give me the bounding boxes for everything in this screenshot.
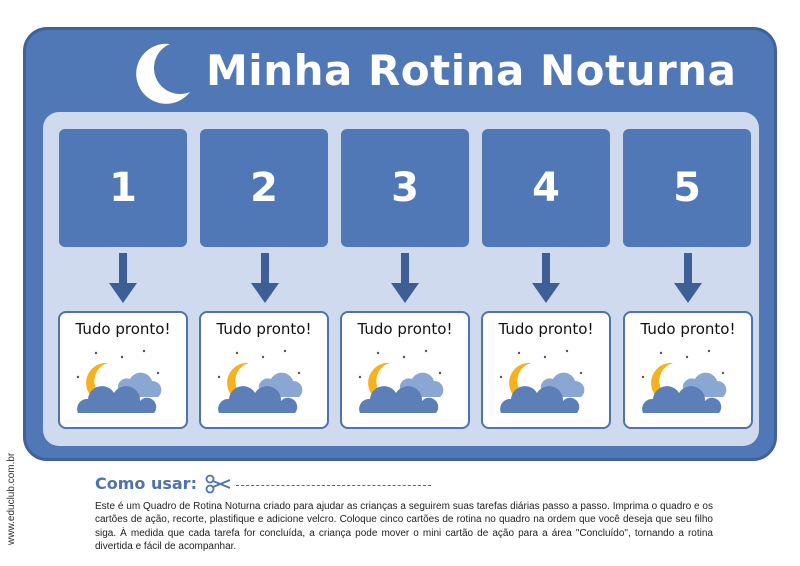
routine-board bbox=[23, 27, 777, 461]
scissors-icon bbox=[205, 474, 231, 494]
routine-slot-2[interactable] bbox=[200, 129, 328, 247]
slot-number: 5 bbox=[673, 165, 701, 211]
arrow-down-icon bbox=[108, 253, 138, 305]
routine-panel bbox=[43, 112, 759, 446]
card-label: Tudo pronto! bbox=[357, 320, 453, 338]
done-card-3[interactable] bbox=[340, 311, 470, 429]
night-moon-cloud-icon bbox=[639, 343, 739, 423]
slot-number: 4 bbox=[532, 165, 560, 211]
board-header bbox=[26, 30, 774, 125]
done-card-4[interactable] bbox=[481, 311, 611, 429]
site-url: www.educlub.com.br bbox=[6, 452, 17, 545]
how-to-instructions: Este é um Quadro de Rotina Noturna criado para ajudar as crianças a seguirem suas tarefas diárias passo a passo. Imprima o quadro e os cartões de ação, recorte, plastifique e adicione velcro. Coloque cinco cartões de rotina no quadro na ordem que você deseja que seu filho siga. À medida que cada tarefa for concluída, a criança pode mover o mini cartão de ação para a área "Concluído", tornando a rotina divertida e fácil de acompanhar. bbox=[95, 501, 713, 552]
arrow-down-icon bbox=[673, 253, 703, 305]
routine-slot-1[interactable] bbox=[59, 129, 187, 247]
routine-slot-3[interactable] bbox=[341, 129, 469, 247]
slot-number: 3 bbox=[391, 165, 419, 211]
routine-slot-4[interactable] bbox=[482, 129, 610, 247]
done-card-2[interactable] bbox=[199, 311, 329, 429]
card-label: Tudo pronto! bbox=[75, 320, 171, 338]
card-label: Tudo pronto! bbox=[498, 320, 594, 338]
arrow-down-icon bbox=[531, 253, 561, 305]
slot-number: 1 bbox=[109, 165, 137, 211]
done-card-1[interactable] bbox=[58, 311, 188, 429]
arrow-down-icon bbox=[390, 253, 420, 305]
night-moon-cloud-icon bbox=[356, 343, 456, 423]
night-moon-cloud-icon bbox=[215, 343, 315, 423]
cut-line bbox=[236, 485, 431, 486]
card-label: Tudo pronto! bbox=[216, 320, 312, 338]
page-title: Minha Rotina Noturna bbox=[206, 46, 737, 95]
night-moon-cloud-icon bbox=[74, 343, 174, 423]
arrow-down-icon bbox=[250, 253, 280, 305]
night-moon-cloud-icon bbox=[497, 343, 597, 423]
how-to-title: Como usar: bbox=[95, 474, 197, 493]
crescent-moon-icon bbox=[126, 38, 196, 108]
slot-number: 2 bbox=[250, 165, 278, 211]
routine-slot-5[interactable] bbox=[623, 129, 751, 247]
card-label: Tudo pronto! bbox=[640, 320, 736, 338]
done-card-5[interactable] bbox=[623, 311, 753, 429]
